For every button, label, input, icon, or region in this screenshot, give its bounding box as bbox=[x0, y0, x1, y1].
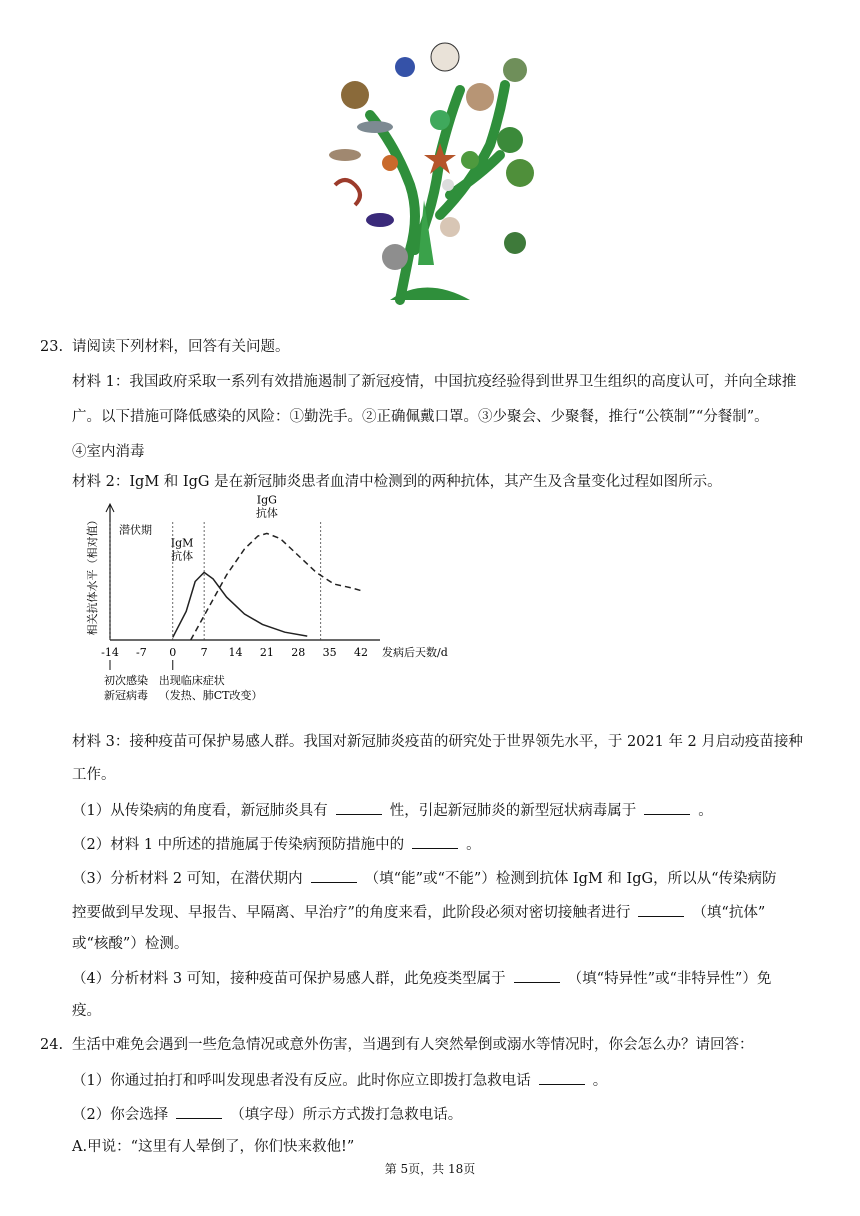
x-tick-label: 35 bbox=[322, 646, 337, 659]
answer-blank[interactable] bbox=[514, 968, 560, 983]
igg-label: 抗体 bbox=[255, 506, 278, 520]
answer-blank[interactable] bbox=[644, 800, 690, 815]
x-axis-label: 发病后天数/d bbox=[382, 646, 448, 659]
sub-question-1 bbox=[72, 800, 713, 821]
question-23-intro: 请阅读下列材料，回答有关问题。 bbox=[72, 339, 290, 355]
sub-question-3-text-b: （填“能”或“不能”）检测到抗体 IgM 和 IgG，所以从“传染病防 bbox=[364, 871, 777, 887]
igg-label: IgG bbox=[256, 493, 277, 507]
sub-question-3-line-3: 或“核酸”）检测。 bbox=[72, 936, 189, 952]
x-tick-label: -7 bbox=[136, 646, 147, 659]
incubation-period-label: 潜伏期 bbox=[118, 523, 152, 537]
y-axis-label: 相关抗体水平（相对值） bbox=[86, 514, 99, 636]
question-24-intro: 生活中难免会遇到一些危急情况或意外伤害，当遇到有人突然晕倒或溺水等情况时，你会怎么办？请回答： bbox=[72, 1037, 754, 1053]
answer-blank[interactable] bbox=[412, 834, 458, 849]
material-1-line-2: 广。以下措施可降低感染的风险：①勤洗手。②正确佩戴口罩。③少聚会、少聚餐，推行“公筷制”“分餐制”。 bbox=[72, 409, 769, 425]
x-tick-label: 21 bbox=[259, 646, 274, 659]
x-tick-label: 14 bbox=[228, 646, 243, 659]
material-3-line-1: 材料 3：接种疫苗可保护易感人群。我国对新冠肺炎疫苗的研究处于世界领先水平，于 2021 年 2 月启动疫苗接种 bbox=[72, 734, 803, 750]
page-footer: 第 5页，共 18页 bbox=[384, 1162, 476, 1176]
tree-of-life-illustration bbox=[300, 35, 560, 300]
q24-sub-question-1 bbox=[72, 1070, 607, 1091]
answer-blank[interactable] bbox=[311, 868, 357, 883]
question-23-number: 23. bbox=[40, 339, 64, 355]
sub-question-1-text-a: （1）从传染病的角度看，新冠肺炎具有 bbox=[72, 803, 328, 819]
symptom-annotation: （发热、肺CT改变） bbox=[158, 689, 263, 702]
answer-blank[interactable] bbox=[539, 1070, 585, 1085]
material-2-text: 材料 2：IgM 和 IgG 是在新冠肺炎患者血清中检测到的两种抗体，其产生及含量变化过程如图所示。 bbox=[72, 474, 722, 490]
x-tick-label: 28 bbox=[291, 646, 306, 659]
q24-sub-question-2 bbox=[72, 1104, 462, 1125]
antibody-level-chart bbox=[70, 493, 455, 715]
sub-question-4-line-2: 疫。 bbox=[72, 1003, 101, 1019]
sub-question-3-text-a: （3）分析材料 2 可知，在潜伏期内 bbox=[72, 871, 303, 887]
material-1-line-1: 材料 1：我国政府采取一系列有效措施遏制了新冠疫情，中国抗疫经验得到世界卫生组织的高度认可，并向全球推 bbox=[72, 374, 797, 390]
sub-question-4-text-a: （4）分析材料 3 可知，接种疫苗可保护易感人群，此免疫类型属于 bbox=[72, 971, 506, 987]
x-tick-label: 0 bbox=[169, 646, 177, 659]
q24-sub-question-2-text-b: （填字母）所示方式拨打急救电话。 bbox=[230, 1107, 463, 1123]
sub-question-2-text-b: 。 bbox=[466, 837, 481, 853]
answer-blank[interactable] bbox=[336, 800, 382, 815]
q24-sub-question-2-text-a: （2）你会选择 bbox=[72, 1107, 169, 1123]
q24-sub-question-1-text-b: 。 bbox=[592, 1073, 608, 1089]
x-tick-label: -14 bbox=[101, 646, 119, 659]
sub-question-4-line-1 bbox=[72, 968, 771, 989]
igm-label: IgM bbox=[170, 536, 194, 550]
igg-curve bbox=[191, 533, 361, 640]
sub-question-3-text-c: 控要做到早发现、早报告、早隔离、早治疗”的角度来看，此阶段必须对密切接触者进行 bbox=[72, 905, 631, 921]
material-1-line-3: ④室内消毒 bbox=[72, 444, 145, 460]
sub-question-1-text-b: 性，引起新冠肺炎的新型冠状病毒属于 bbox=[389, 803, 637, 819]
material-3-line-2: 工作。 bbox=[72, 767, 116, 783]
x-tick-label: 42 bbox=[354, 646, 369, 659]
igm-label: 抗体 bbox=[171, 549, 194, 563]
sub-question-3-line-2 bbox=[72, 902, 765, 923]
infection-annotation: 新冠病毒 bbox=[104, 689, 148, 702]
infection-annotation: 初次感染 bbox=[104, 674, 148, 687]
q24-option-a: A.甲说：“这里有人晕倒了，你们快来救他!” bbox=[72, 1139, 355, 1155]
sub-question-2 bbox=[72, 834, 481, 855]
sub-question-1-text-c: 。 bbox=[698, 803, 713, 819]
igm-curve bbox=[173, 572, 307, 637]
answer-blank[interactable] bbox=[638, 902, 684, 917]
symptom-annotation: 出现临床症状 bbox=[158, 674, 225, 687]
q24-sub-question-1-text-a: （1）你通过拍打和呼叫发现患者没有反应。此时你应立即拨打急救电话 bbox=[72, 1073, 531, 1089]
sub-question-3-line-1 bbox=[72, 868, 777, 889]
answer-blank[interactable] bbox=[176, 1104, 222, 1119]
question-24-number: 24. bbox=[40, 1037, 64, 1053]
x-tick-label: 7 bbox=[200, 646, 208, 659]
sub-question-4-text-b: （填“特异性”或“非特异性”）免 bbox=[567, 971, 772, 987]
sub-question-3-text-d: （填“抗体” bbox=[692, 905, 766, 921]
sub-question-2-text-a: （2）材料 1 中所述的措施属于传染病预防措施中的 bbox=[72, 837, 405, 853]
